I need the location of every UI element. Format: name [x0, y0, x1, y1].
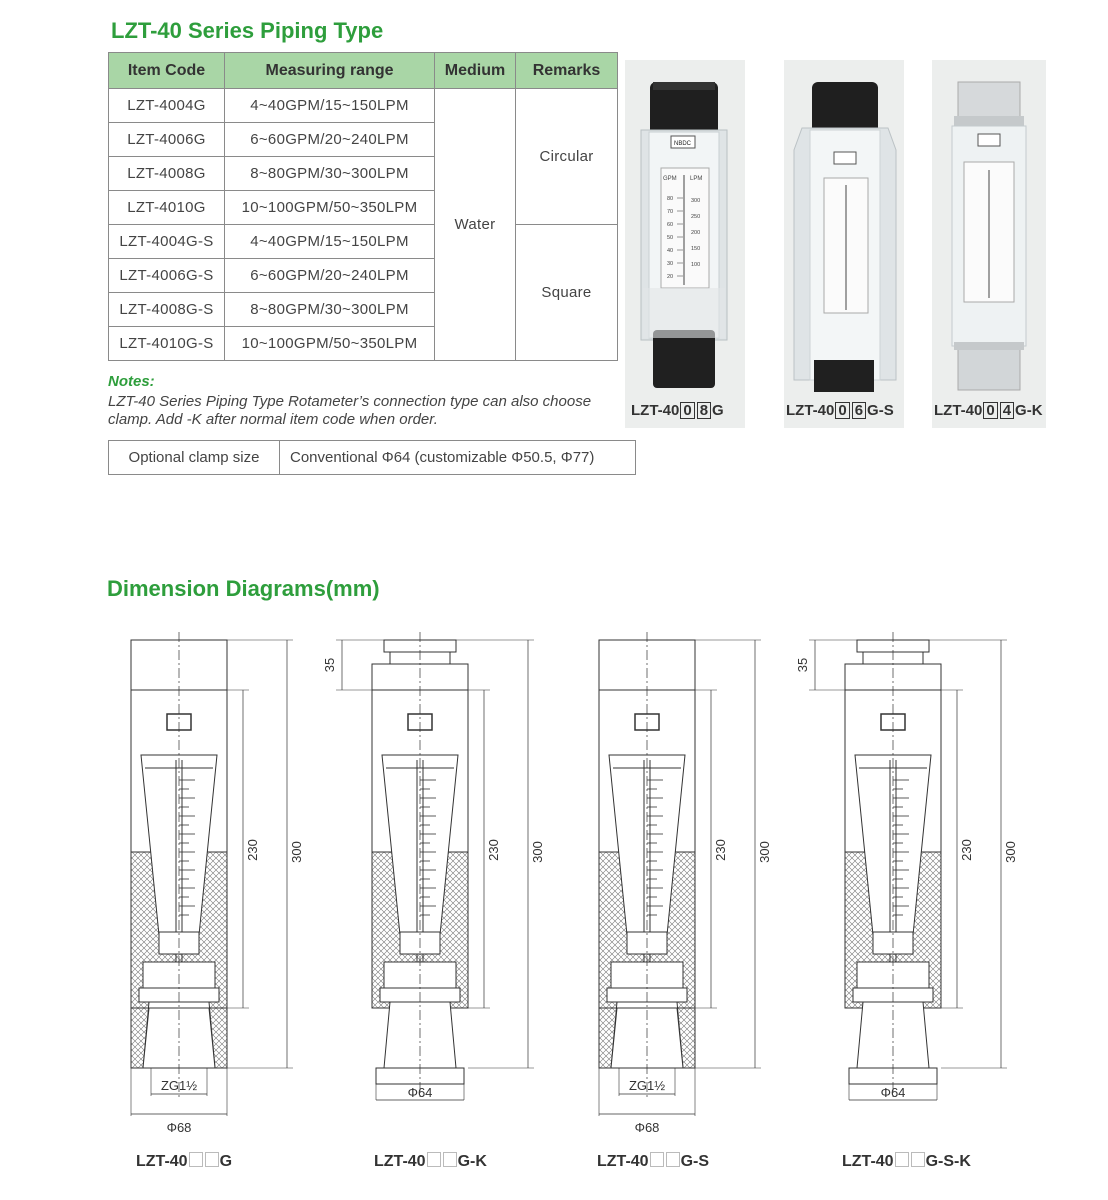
dim-300-text: 300	[757, 841, 772, 863]
dimension-diagram-1	[322, 632, 545, 1100]
item-code-cell: LZT-4010G-S	[109, 327, 225, 361]
photo-gpm-tick: 40	[667, 248, 674, 254]
item-code-cell: LZT-4006G	[109, 123, 225, 157]
photo-lpm-tick: 150	[691, 246, 701, 252]
photo-lpm-tick: 250	[691, 214, 701, 220]
photo-gpm-label: GPM	[663, 176, 677, 182]
range-cell: 4~40GPM/15~150LPM	[225, 225, 435, 259]
item-code-cell: LZT-4010G	[109, 191, 225, 225]
photo-gpm-tick: 70	[667, 209, 674, 215]
medium-cell: Water	[435, 89, 516, 361]
header-item-code: Item Code	[109, 53, 225, 89]
dim-300-text: 300	[289, 841, 304, 863]
remarks-square-cell: Square	[516, 225, 618, 361]
item-code-cell: LZT-4006G-S	[109, 259, 225, 293]
diagram-label-g-s: LZT-40 G-S	[597, 1153, 710, 1170]
photo-label-square: LZT-40 0 6 G-S	[786, 402, 894, 419]
diagram-label-g-s-k: LZT-40 G-S-K	[842, 1153, 971, 1170]
photo-gpm-tick: 60	[667, 222, 674, 228]
dim-230-text: 230	[486, 839, 501, 861]
header-measuring-range: Measuring range	[225, 53, 435, 89]
photo-gpm-tick: 50	[667, 235, 674, 241]
range-cell: 4~40GPM/15~150LPM	[225, 89, 435, 123]
notes-text: LZT-40 Series Piping Type Rotameter’s connection type can also choose clamp. Add -K after normal item code when order.	[108, 393, 592, 428]
dim-thread-text: ZG1½	[628, 1078, 666, 1093]
range-cell: 6~60GPM/20~240LPM	[225, 259, 435, 293]
photo-gpm-tick: 30	[667, 261, 674, 267]
diagram-label-g-k: LZT-40 G-K	[374, 1153, 487, 1170]
dimension-diagram-0	[131, 632, 304, 1135]
photo-gpm-tick: 20	[667, 274, 674, 280]
photo-lpm-label: LPM	[690, 176, 703, 182]
notes-label: Notes:	[108, 373, 155, 390]
header-remarks: Remarks	[516, 53, 618, 89]
photo-lpm-tick: 200	[691, 230, 701, 236]
dim-230-text: 230	[959, 839, 974, 861]
dim-phi68-text: Φ68	[166, 1120, 192, 1135]
range-cell: 6~60GPM/20~240LPM	[225, 123, 435, 157]
dimension-diagram-3	[795, 632, 1018, 1100]
photo-label-clamp: LZT-40 0 4 G-K	[934, 402, 1043, 419]
dim-300-text: 300	[1003, 841, 1018, 863]
dim-thread-text: ZG1½	[160, 1078, 198, 1093]
range-cell: 10~100GPM/50~350LPM	[225, 327, 435, 361]
header-medium: Medium	[435, 53, 516, 89]
dim-300-text: 300	[530, 841, 545, 863]
range-cell: 10~100GPM/50~350LPM	[225, 191, 435, 225]
dim-phi64-text: Φ64	[407, 1085, 433, 1100]
photo-lpm-tick: 100	[691, 262, 701, 268]
dim-35-text: 35	[322, 657, 337, 673]
range-cell: 8~80GPM/30~300LPM	[225, 293, 435, 327]
item-code-cell: LZT-4004G	[109, 89, 225, 123]
photo-gpm-tick: 80	[667, 196, 674, 202]
section-title-dimensions: Dimension Diagrams(mm)	[107, 576, 380, 601]
range-cell: 8~80GPM/30~300LPM	[225, 157, 435, 191]
dim-35-text: 35	[795, 657, 810, 673]
photo-lpm-tick: 300	[691, 198, 701, 204]
item-code-cell: LZT-4008G-S	[109, 293, 225, 327]
section-title-piping: LZT-40 Series Piping Type	[111, 18, 384, 43]
clamp-size-value: Conventional Φ64 (customizable Φ50.5, Φ77)	[280, 441, 636, 475]
diagram-label-g: LZT-40 G	[136, 1153, 233, 1170]
dim-phi64-text: Φ64	[880, 1085, 906, 1100]
remarks-circular-cell: Circular	[516, 89, 618, 225]
dim-phi68-text: Φ68	[634, 1120, 660, 1135]
item-code-cell: LZT-4004G-S	[109, 225, 225, 259]
dim-230-text: 230	[713, 839, 728, 861]
dim-230-text: 230	[245, 839, 260, 861]
photo-brand-text: NBDC	[674, 141, 692, 147]
dimension-diagram-2	[599, 632, 772, 1135]
clamp-size-label: Optional clamp size	[109, 441, 280, 475]
item-code-cell: LZT-4008G	[109, 157, 225, 191]
photo-label-circular: LZT-40 0 8 G	[631, 402, 724, 419]
